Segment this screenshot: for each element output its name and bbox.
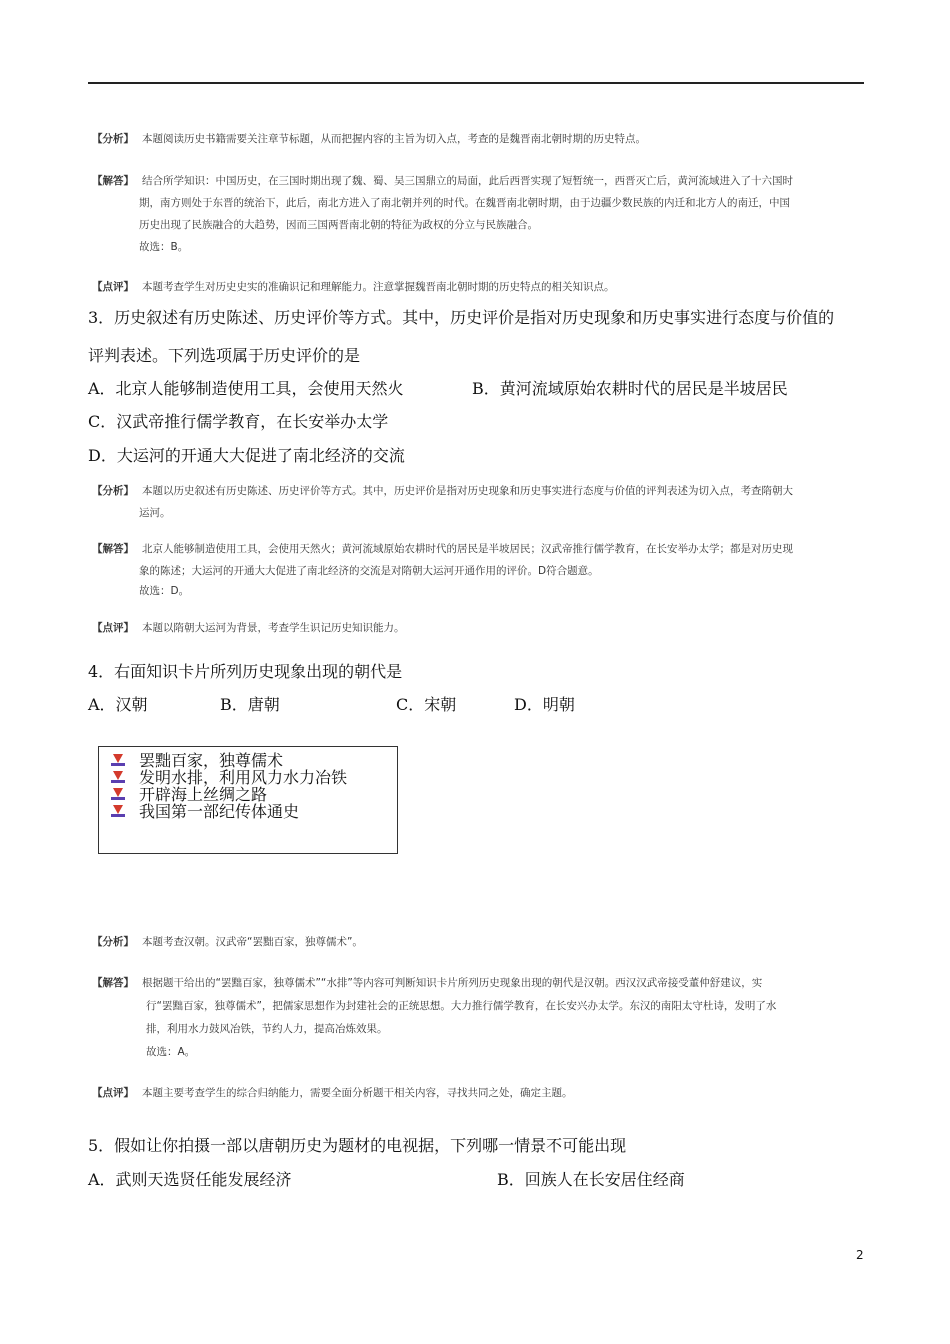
card-item: 开辟海上丝绸之路 (111, 786, 267, 804)
bullet-arrow-icon (111, 754, 125, 768)
q3-comment: 【点评】 本题以隋朝大运河为背景，考查学生识记历史知识能力。 (92, 622, 405, 634)
q3-option-d: D．大运河的开通大大促进了南北经济的交流 (88, 446, 405, 465)
q3-answer-line: 象的陈述；大运河的开通大大促进了南北经济的交流是对隋朝大运河开通作用的评价。D符合题意。 (139, 565, 599, 577)
q4-comment: 【点评】 本题主要考查学生的综合归纳能力，需要全面分析题干相关内容，寻找共同之处，确定主题。 (92, 1087, 573, 1099)
q3-option-c: C．汉武帝推行儒学教育，在长安举办太学 (88, 412, 389, 431)
q2-analysis: 【分析】 本题阅读历史书籍需要关注章节标题，从而把握内容的主旨为切入点，考查的是魏晋南北朝时期的历史特点。 (92, 133, 646, 145)
q4-answer-choice: 故选：A。 (146, 1046, 196, 1058)
q3-stem: 评判表述。下列选项属于历史评价的是 (88, 346, 361, 365)
q4-option-d: D．明朝 (514, 695, 575, 714)
q2-comment: 【点评】 本题考查学生对历史史实的准确识记和理解能力。注意掌握魏晋南北朝时期的历史特点的相关知识点。 (92, 281, 615, 293)
header-rule (88, 82, 864, 84)
comment-tag: 【点评】 (92, 281, 134, 293)
q4-analysis: 【分析】 本题考查汉朝。汉武帝“罢黜百家，独尊儒术”。 (92, 936, 363, 948)
page-number: 2 (856, 1248, 864, 1262)
q2-answer-choice: 故选：B。 (139, 241, 189, 253)
q4-answer-line: 行“罢黜百家，独尊儒术”，把儒家思想作为封建社会的正统思想。大力推行儒学教育，在长安兴办太学。东汉的南阳太守杜诗，发明了水 (146, 1000, 777, 1012)
answer-tag: 【解答】 (92, 977, 134, 989)
q3-option-a: A．北京人能够制造使用工具，会使用天然火 (88, 379, 404, 398)
q5-option-a: A．武则天选贤任能发展经济 (88, 1170, 292, 1189)
analysis-tag: 【分析】 (92, 485, 134, 497)
analysis-tag: 【分析】 (92, 133, 134, 145)
q2-answer-line: 【解答】 结合所学知识：中国历史，在三国时期出现了魏、蜀、吴三国鼎立的局面，此后西晋实现了短暂统一，西晋灭亡后，黄河流域进入了十六国时 (92, 175, 793, 187)
q3-answer-choice: 故选：D。 (139, 585, 190, 597)
q5-stem: 5．假如让你拍摄一部以唐朝历史为题材的电视据，下列哪一情景不可能出现 (88, 1136, 627, 1155)
answer-tag: 【解答】 (92, 175, 134, 187)
q4-stem: 4．右面知识卡片所列历史现象出现的朝代是 (88, 662, 403, 681)
bullet-arrow-icon (111, 805, 125, 819)
q4-answer-line: 【解答】 根据题干给出的“罢黜百家，独尊儒术”“水排”等内容可判断知识卡片所列历史现象出现的朝代是汉朝。西汉汉武帝接受董仲舒建议，实 (92, 977, 763, 989)
bullet-arrow-icon (111, 788, 125, 802)
q5-option-b: B．回族人在长安居住经商 (497, 1170, 685, 1189)
q4-option-c: C．宋朝 (396, 695, 457, 714)
q4-option-a: A．汉朝 (88, 695, 148, 714)
comment-tag: 【点评】 (92, 1087, 134, 1099)
q3-analysis-line: 运河。 (139, 507, 171, 519)
q3-analysis: 【分析】 本题以历史叙述有历史陈述、历史评价等方式。其中，历史评价是指对历史现象和历史事实进行态度与价值的评判表述为切入点，考查隋朝大 (92, 485, 793, 497)
q2-answer-line: 期，南方则处于东晋的统治下，此后，南北方进入了南北朝并列的时代。在魏晋南北朝时期，由于边疆少数民族的内迁和北方人的南迁，中国 (139, 197, 790, 209)
answer-tag: 【解答】 (92, 543, 134, 555)
comment-tag: 【点评】 (92, 622, 134, 634)
knowledge-card (98, 746, 398, 854)
analysis-tag: 【分析】 (92, 936, 134, 948)
q4-answer-line: 排，利用水力鼓风冶铁，节约人力，提高冶炼效果。 (146, 1023, 388, 1035)
q4-option-b: B．唐朝 (220, 695, 280, 714)
card-item: 我国第一部纪传体通史 (111, 803, 299, 821)
q3-answer-line: 【解答】 北京人能够制造使用工具，会使用天然火；黄河流域原始农耕时代的居民是半坡居民；汉武帝推行儒学教育，在长安举办太学；都是对历史现 (92, 543, 793, 555)
card-item: 罢黜百家，独尊儒术 (111, 752, 283, 770)
q2-answer-line: 历史出现了民族融合的大趋势，因而三国两晋南北朝的特征为政权的分立与民族融合。 (139, 219, 538, 231)
q3-option-b: B．黄河流域原始农耕时代的居民是半坡居民 (472, 379, 788, 398)
bullet-arrow-icon (111, 771, 125, 785)
card-item: 发明水排，利用风力水力冶铁 (111, 769, 347, 787)
q3-stem: 3．历史叙述有历史陈述、历史评价等方式。其中，历史评价是指对历史现象和历史事实进行态度与价值的 (88, 308, 835, 327)
